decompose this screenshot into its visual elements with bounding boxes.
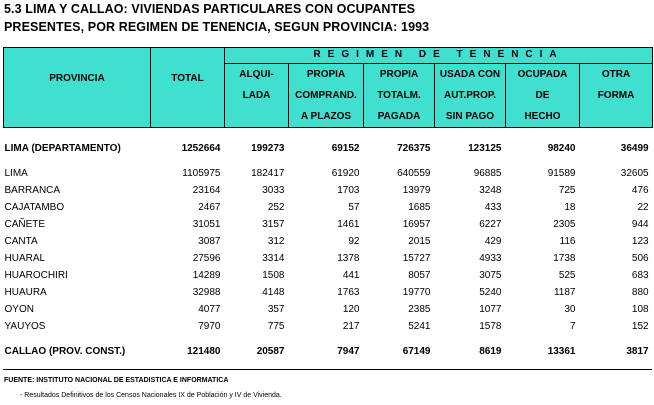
table-row: [4, 233, 653, 250]
value-cell: 69152: [331, 143, 360, 154]
value-cell: 32988: [192, 287, 221, 298]
value-cell: 6227: [479, 219, 502, 230]
table-row: [4, 182, 653, 199]
value-cell: 640559: [397, 168, 431, 179]
value-cell: 22: [637, 202, 649, 213]
table-row: [4, 250, 653, 267]
header-line: ALQUI-: [239, 69, 274, 80]
value-cell: 67149: [402, 346, 431, 357]
table-body: [4, 128, 653, 361]
value-cell: 123125: [468, 143, 502, 154]
value-cell: 1187: [553, 287, 576, 298]
province-name-cell: BARRANCA: [4, 185, 61, 196]
value-cell: 357: [267, 304, 285, 315]
province-name-cell: OYON: [4, 304, 34, 315]
value-cell: 312: [267, 236, 285, 247]
table-row: [4, 216, 653, 233]
table-row: [4, 318, 653, 335]
value-cell: 2385: [408, 304, 431, 315]
value-cell: 18: [564, 202, 576, 213]
value-cell: 5241: [408, 321, 431, 332]
province-name-cell: CANTA: [4, 236, 38, 247]
header-line: USADA CON: [439, 69, 501, 80]
province-name-cell: HUARAL: [4, 253, 46, 264]
header-tenure-column: [364, 64, 435, 128]
value-cell: 1461: [337, 219, 360, 230]
value-cell: 20587: [256, 346, 285, 357]
footnote-source: FUENTE: INSTITUTO NACIONAL DE ESTADISTICA E INFORMATICA: [4, 377, 229, 384]
header-line: HECHO: [524, 111, 561, 122]
table-title-line-1: 5.3 LIMA Y CALLAO: VIVIENDAS PARTICULARES CON OCUPANTES: [4, 2, 416, 16]
header-tenure-column: [506, 64, 580, 128]
value-cell: 4077: [198, 304, 221, 315]
header-line: TOTALM.: [377, 90, 421, 101]
table-row: [4, 140, 653, 157]
value-cell: 725: [558, 185, 576, 196]
table-title-line-2: PRESENTES, POR REGIMEN DE TENENCIA, SEGUN PROVINCIA: 1993: [4, 20, 430, 34]
table-row: [4, 284, 653, 301]
value-cell: 108: [631, 304, 649, 315]
table-row: [4, 199, 653, 216]
value-cell: 3314: [262, 253, 285, 264]
value-cell: 880: [631, 287, 649, 298]
spacer-row: [4, 157, 653, 165]
header-tenure-column: [580, 64, 653, 128]
value-cell: 775: [267, 321, 285, 332]
value-cell: 30: [564, 304, 576, 315]
province-name-cell: HUAURA: [4, 287, 47, 298]
value-cell: 525: [558, 270, 576, 281]
value-cell: 4148: [262, 287, 285, 298]
value-cell: 944: [631, 219, 649, 230]
value-cell: 1685: [408, 202, 431, 213]
value-cell: 5240: [479, 287, 502, 298]
value-cell: 3087: [198, 236, 221, 247]
value-cell: 1578: [479, 321, 502, 332]
value-cell: 16957: [402, 219, 431, 230]
value-cell: 57: [348, 202, 360, 213]
header-line: AUT.PROP.: [443, 90, 497, 101]
value-cell: 123: [631, 236, 649, 247]
header-line: FORMA: [597, 90, 635, 101]
table-header: [4, 48, 653, 128]
value-cell: 91589: [547, 168, 576, 179]
value-cell: 4933: [479, 253, 502, 264]
value-cell: 1378: [337, 253, 360, 264]
province-name-cell: CALLAO (PROV. CONST.): [4, 346, 126, 357]
value-cell: 13361: [547, 346, 576, 357]
value-cell: 476: [631, 185, 649, 196]
header-tenure-column: [435, 64, 506, 128]
value-cell: 61920: [331, 168, 360, 179]
table-row: [4, 343, 653, 360]
header-tenure-column: [225, 64, 289, 128]
header-line: LADA: [242, 90, 271, 101]
value-cell: 14289: [192, 270, 221, 281]
header-line: COMPRAND.: [295, 90, 357, 101]
header-tenure-column: [289, 64, 364, 128]
value-cell: 1077: [479, 304, 502, 315]
header-total: TOTAL: [151, 48, 225, 128]
housing-tenure-table: [3, 47, 653, 360]
value-cell: 120: [342, 304, 360, 315]
province-name-cell: HUAROCHIRI: [4, 270, 68, 281]
value-cell: 152: [631, 321, 649, 332]
table-row: [4, 165, 653, 182]
value-cell: 13979: [402, 185, 431, 196]
value-cell: 98240: [547, 143, 576, 154]
province-name-cell: CAJATAMBO: [4, 202, 65, 213]
value-cell: 1703: [337, 185, 360, 196]
spacer-row: [4, 128, 653, 141]
value-cell: 506: [631, 253, 649, 264]
header-provincia: PROVINCIA: [4, 48, 151, 128]
header-line: OCUPADA: [517, 69, 568, 80]
footnote-note: - Resultados Definitivos de los Censos Nacionales IX de Población y IV de Vivienda.: [20, 392, 282, 399]
value-cell: 3817: [626, 346, 649, 357]
value-cell: 3075: [479, 270, 502, 281]
header-line: OTRA: [601, 69, 631, 80]
value-cell: 31051: [192, 219, 221, 230]
value-cell: 182417: [251, 168, 285, 179]
footer-divider: [3, 369, 652, 370]
table-row: [4, 301, 653, 318]
value-cell: 2015: [408, 236, 431, 247]
value-cell: 8619: [479, 346, 502, 357]
value-cell: 8057: [408, 270, 431, 281]
value-cell: 7970: [198, 321, 221, 332]
value-cell: 2467: [198, 202, 221, 213]
value-cell: 15727: [402, 253, 431, 264]
value-cell: 32605: [620, 168, 649, 179]
value-cell: 1738: [553, 253, 576, 264]
province-name-cell: LIMA: [4, 168, 28, 179]
value-cell: 1105975: [182, 168, 221, 179]
value-cell: 3157: [262, 219, 285, 230]
table-row: [4, 267, 653, 284]
value-cell: 27596: [192, 253, 221, 264]
value-cell: 92: [348, 236, 360, 247]
province-name-cell: YAUYOS: [4, 321, 46, 332]
value-cell: 441: [342, 270, 360, 281]
value-cell: 23164: [192, 185, 221, 196]
value-cell: 7947: [337, 346, 360, 357]
spacer-row: [4, 335, 653, 343]
province-name-cell: CAÑETE: [4, 219, 46, 230]
header-regimen-de-tenencia: REGIMEN DE TENENCIA: [225, 48, 653, 64]
header-line: PROPIA: [379, 69, 419, 80]
header-line: PROPIA: [306, 69, 346, 80]
value-cell: 121480: [187, 346, 221, 357]
value-cell: 199273: [251, 143, 285, 154]
value-cell: 429: [484, 236, 502, 247]
value-cell: 3248: [479, 185, 502, 196]
value-cell: 7: [569, 321, 576, 332]
value-cell: 3033: [262, 185, 285, 196]
value-cell: 2305: [553, 219, 576, 230]
value-cell: 36499: [620, 143, 649, 154]
value-cell: 116: [559, 236, 576, 247]
value-cell: 217: [342, 321, 360, 332]
header-line: PAGADA: [377, 111, 421, 122]
value-cell: 1763: [337, 287, 360, 298]
value-cell: 252: [267, 202, 285, 213]
value-cell: 433: [484, 202, 502, 213]
value-cell: 19770: [402, 287, 431, 298]
header-line: SIN PAGO: [445, 111, 495, 122]
value-cell: 683: [631, 270, 649, 281]
value-cell: 96885: [473, 168, 502, 179]
value-cell: 1252664: [181, 143, 221, 154]
province-name-cell: LIMA (DEPARTAMENTO): [4, 143, 121, 154]
header-line: DE: [535, 90, 550, 101]
header-line: A PLAZOS: [300, 111, 352, 122]
value-cell: 1508: [262, 270, 285, 281]
value-cell: 726375: [397, 143, 431, 154]
